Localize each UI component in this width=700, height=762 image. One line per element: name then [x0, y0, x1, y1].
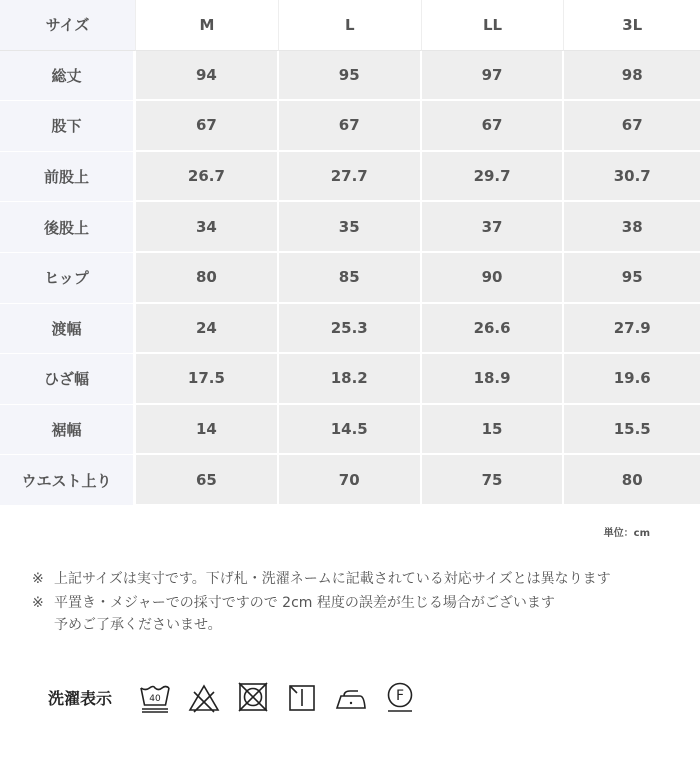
note-item [32, 592, 682, 636]
table-row [0, 152, 700, 203]
table-row [0, 101, 700, 152]
iron-low-icon [334, 680, 368, 714]
row-label: ウエスト上り [0, 455, 136, 506]
care-label-title: 洗濯表示 [48, 688, 113, 708]
table-cell: 27.7 [279, 152, 422, 203]
table-row [0, 354, 700, 405]
table-cell: 75 [422, 455, 565, 506]
table-cell: 14.5 [279, 405, 422, 456]
table-cell: 35 [279, 202, 422, 253]
table-cell: 94 [136, 51, 279, 102]
no-bleach-icon [187, 680, 221, 714]
table-cell: 37 [422, 202, 565, 253]
note-line: 平置き・メジャーでの採寸ですので 2cm 程度の誤差が生じる場合がございます [54, 595, 555, 611]
table-row [0, 304, 700, 355]
row-label: 総丈 [0, 51, 136, 102]
row-label: 渡幅 [0, 304, 136, 355]
table-cell: 18.9 [422, 354, 565, 405]
table-cell: 26.6 [422, 304, 565, 355]
wash-temperature: 40 [149, 694, 161, 704]
table-cell: 85 [279, 253, 422, 304]
row-label: ひざ幅 [0, 354, 136, 405]
table-cell: 15.5 [564, 405, 700, 456]
table-cell: 34 [136, 202, 279, 253]
table-cell: 95 [564, 253, 700, 304]
dryclean-letter: F [395, 688, 405, 704]
column-header: L [279, 0, 422, 51]
table-cell: 27.9 [564, 304, 700, 355]
table-header-row [0, 0, 700, 51]
row-label: 後股上 [0, 202, 136, 253]
notes [32, 568, 682, 638]
table-row [0, 202, 700, 253]
note-text [54, 568, 611, 590]
table-cell: 29.7 [422, 152, 565, 203]
no-tumble-dry-icon [236, 680, 270, 714]
table-row [0, 253, 700, 304]
table-cell: 97 [422, 51, 565, 102]
line-dry-shade-icon [285, 680, 319, 714]
column-header: 3L [564, 0, 700, 51]
table-cell: 25.3 [279, 304, 422, 355]
unit-label: 単位：cm [603, 528, 650, 539]
table-cell: 90 [422, 253, 565, 304]
note-line: 上記サイズは実寸です。下げ札・洗濯ネームに記載されている対応サイズとは異なります [54, 571, 611, 587]
row-label: 裾幅 [0, 405, 136, 456]
row-label: 股下 [0, 101, 136, 152]
table-cell: 24 [136, 304, 279, 355]
table-row [0, 51, 700, 102]
note-mark: ※ [32, 571, 44, 587]
table-cell: 67 [279, 101, 422, 152]
table-cell: 17.5 [136, 354, 279, 405]
table-body [0, 51, 700, 506]
table-cell: 19.6 [564, 354, 700, 405]
table-cell: 15 [422, 405, 565, 456]
table-cell: 67 [564, 101, 700, 152]
table-row [0, 405, 700, 456]
dryclean-f-icon [383, 680, 417, 714]
table-cell: 80 [564, 455, 700, 506]
row-label: 前股上 [0, 152, 136, 203]
column-header: M [136, 0, 279, 51]
table-cell: 65 [136, 455, 279, 506]
column-header: LL [422, 0, 565, 51]
table-cell: 67 [422, 101, 565, 152]
table-cell: 67 [136, 101, 279, 152]
table-cell: 70 [279, 455, 422, 506]
table-cell: 14 [136, 405, 279, 456]
care-labels [48, 680, 432, 714]
note-mark: ※ [32, 595, 44, 611]
note-text [54, 592, 555, 636]
table-cell: 18.2 [279, 354, 422, 405]
note-line: 予めご了承くださいませ。 [54, 617, 222, 633]
table-cell: 30.7 [564, 152, 700, 203]
table-cell: 98 [564, 51, 700, 102]
size-header-label: サイズ [0, 0, 136, 51]
row-label: ヒップ [0, 253, 136, 304]
note-item [32, 568, 682, 590]
table-cell: 38 [564, 202, 700, 253]
table-cell: 80 [136, 253, 279, 304]
table-cell: 95 [279, 51, 422, 102]
wash-40-icon [138, 680, 172, 714]
table-row [0, 455, 700, 506]
table-cell: 26.7 [136, 152, 279, 203]
